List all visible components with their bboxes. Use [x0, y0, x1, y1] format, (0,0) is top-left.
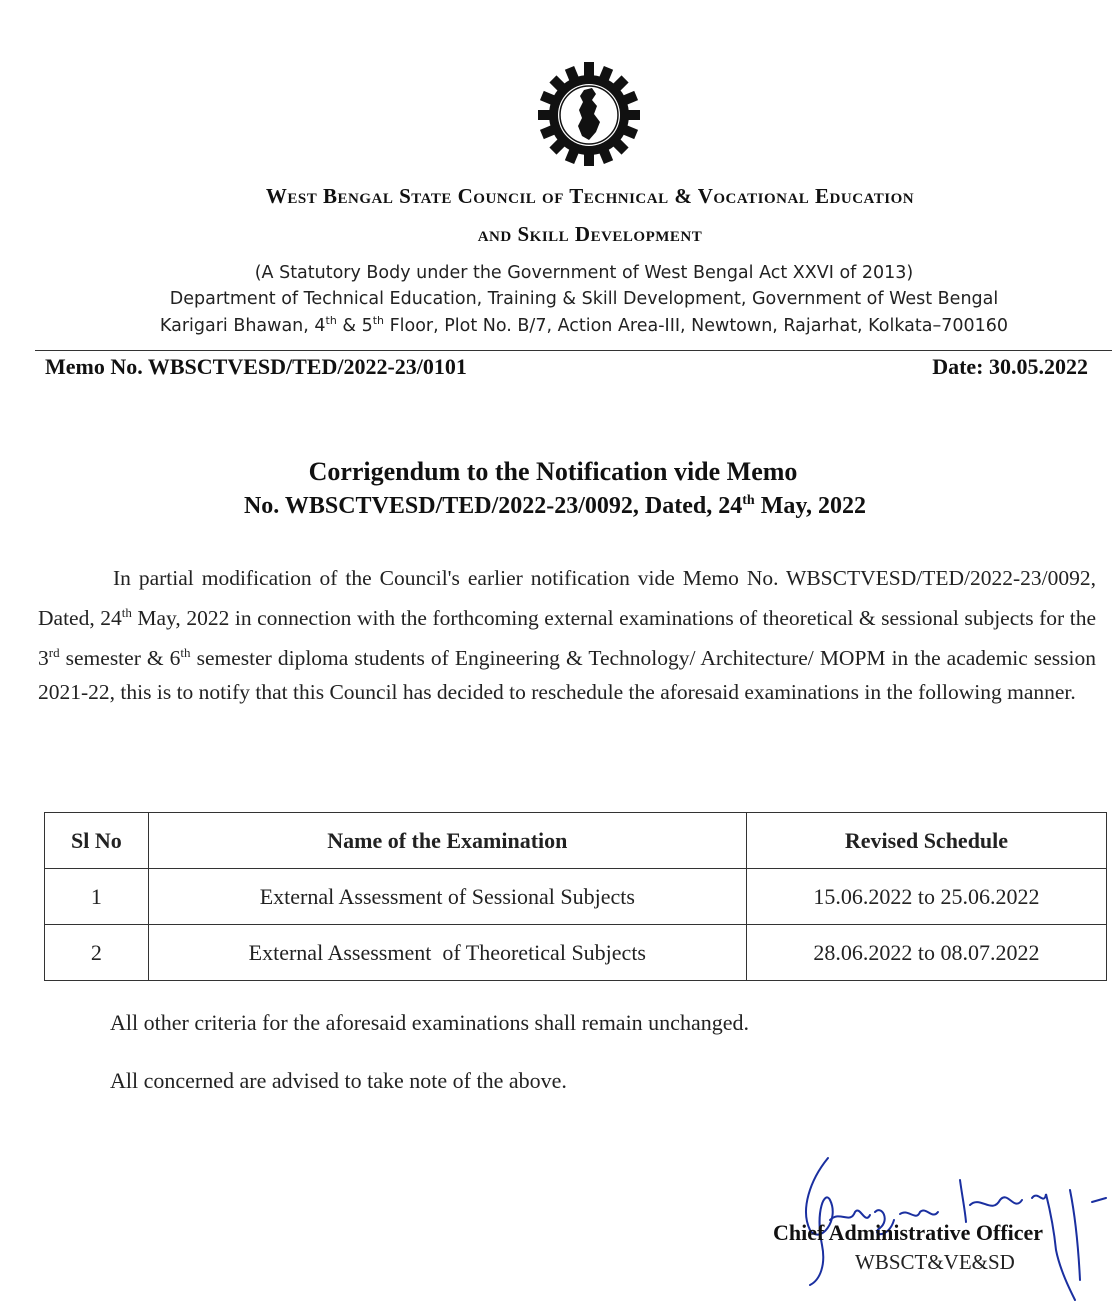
cell-schedule: 15.06.2022 to 25.06.2022	[746, 869, 1106, 925]
cell-examination: External Assessment of Theoretical Subjects	[148, 925, 746, 981]
criteria-note: All other criteria for the aforesaid examinations shall remain unchanged.	[110, 1010, 749, 1035]
document-subtitle: No. WBSCTVESD/TED/2022-23/0092, Dated, 24th May, 2022	[243, 493, 867, 519]
council-name-line1: West Bengal State Council of Technical & Vocational Education	[265, 184, 915, 208]
memo-date: Date: 30.05.2022	[932, 354, 1088, 379]
memo-number: Memo No. WBSCTVESD/TED/2022-23/0101	[45, 354, 467, 379]
column-header-sl-no: Sl No	[45, 813, 149, 869]
cell-examination: External Assessment of Sessional Subjects	[148, 869, 746, 925]
column-header-schedule: Revised Schedule	[746, 813, 1106, 869]
cell-schedule: 28.06.2022 to 08.07.2022	[746, 925, 1106, 981]
council-name-line2: and Skill Development	[477, 222, 703, 246]
signatory-designation: Chief Administrative Officer	[773, 1220, 1044, 1245]
schedule-table	[44, 812, 1107, 981]
department-line: Department of Technical Education, Training & Skill Development, Government of West Bengal	[169, 289, 999, 309]
cell-sl-no: 1	[45, 869, 149, 925]
table-row	[45, 869, 1107, 925]
table-row	[45, 925, 1107, 981]
document-title: Corrigendum to the Notification vide Memo	[308, 457, 798, 486]
column-header-examination: Name of the Examination	[148, 813, 746, 869]
advisory-note: All concerned are advised to take note of the above.	[110, 1068, 567, 1093]
council-logo	[534, 60, 644, 170]
cell-sl-no: 2	[45, 925, 149, 981]
address-line: Karigari Bhawan, 4th & 5th Floor, Plot No. B/7, Action Area-III, Newtown, Rajarhat, Kolkata–700160	[159, 314, 1009, 336]
body-paragraph: In partial modification of the Council's earlier notification vide Memo No. WBSCTVESD/TED/2022-23/0092, Dated, 24th May, 2022 in connection with the forthcoming external examinations of theoretical & sessional subjects for the 3rd semester & 6th semester diploma students of Engineering & Technology/ Architecture/ MOPM in the academic session 2021-22, this is to notify that this Council has decided to reschedule the aforesaid examinations in the following manner.	[38, 566, 1096, 704]
header-divider	[35, 350, 1112, 351]
gear-tooth	[538, 110, 552, 120]
table-header-row	[45, 813, 1107, 869]
gear-tooth	[584, 152, 594, 166]
gear-tooth	[626, 110, 640, 120]
gear-tooth	[584, 64, 594, 78]
signatory-office: WBSCT&VE&SD	[855, 1250, 1015, 1274]
statutory-line: (A Statutory Body under the Government of West Bengal Act XXVI of 2013)	[254, 263, 914, 283]
